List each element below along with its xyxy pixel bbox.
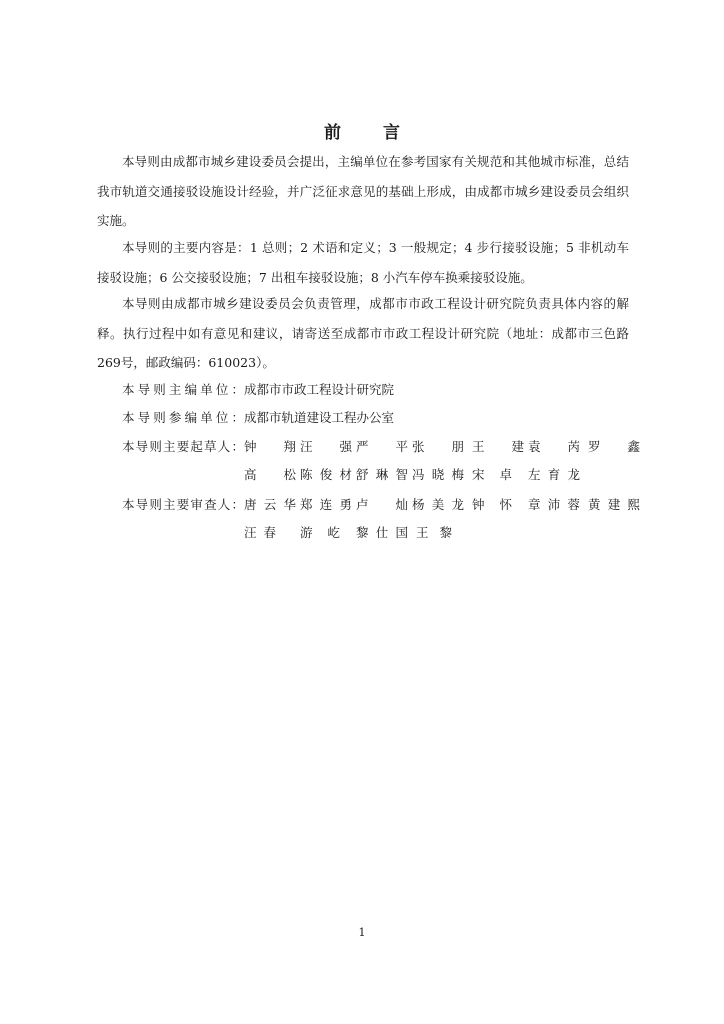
- drafter-name: 罗 鑫: [588, 439, 640, 454]
- drafters-label: 本导则主要起草人：: [122, 439, 244, 454]
- reviewer-name: 汪 春: [244, 525, 276, 540]
- page-number: 1: [358, 926, 366, 939]
- drafter-name: 陈俊材: [300, 467, 352, 482]
- drafter-name: 严 平: [356, 439, 408, 454]
- drafter-name: 张 朋: [412, 439, 464, 454]
- reviewer-name: 唐云华: [244, 497, 296, 512]
- reviewer-name: 章沛蓉: [528, 497, 580, 512]
- management-paragraph: 本导则由成都市城乡建设委员会负责管理，成都市市政工程设计研究院负责具体内容的解释。执行过程中如有意见和建议，请寄送至成都市市政工程设计研究院（地址：成都市三色路269号，邮政编码：610023）。: [97, 296, 629, 370]
- co-editor-label: 本导则参编单位：: [122, 410, 244, 425]
- chief-editor-value: 成都市市政工程设计研究院: [244, 382, 395, 397]
- reviewer-name: 杨美龙: [412, 497, 464, 512]
- chief-editor-row: [122, 379, 394, 401]
- drafter-name: 舒琳智: [356, 467, 408, 482]
- drafter-name: 冯晓梅: [412, 467, 464, 482]
- co-editor-row: [122, 407, 394, 429]
- page-title: [0, 118, 724, 143]
- drafter-name: 高 松: [244, 467, 296, 482]
- reviewer-name: 王 黎: [416, 525, 452, 540]
- reviewers-label: 本导则主要审查人：: [122, 497, 244, 512]
- reviewer-name: 游 屹: [300, 525, 340, 540]
- reviewer-name: 卢 灿: [356, 497, 408, 512]
- co-editor-value: 成都市轨道建设工程办公室: [244, 410, 395, 425]
- reviewer-name: 黎仕国: [356, 525, 408, 540]
- drafter-name: 袁 芮: [528, 439, 580, 454]
- drafter-name: 王 建: [472, 439, 524, 454]
- drafter-name: 宋 卓: [472, 467, 512, 482]
- drafter-name: 钟 翔: [244, 439, 296, 454]
- title-char-1: 前: [324, 123, 341, 143]
- chief-editor-label: 本导则主编单位：: [122, 382, 244, 397]
- intro-paragraph: 本导则由成都市城乡建设委员会提出，主编单位在参考国家有关规范和其他城市标准，总结我市轨道交通接驳设施设计经验，并广泛征求意见的基础上形成，由成都市城乡建设委员会组织实施。: [97, 154, 629, 228]
- contents-paragraph: 本导则的主要内容是：1 总则；2 术语和定义；3 一般规定；4 步行接驳设施；5 非机动车接驳设施；6 公交接驳设施；7 出租车接驳设施；8 小汽车停车换乘接驳设施。: [97, 240, 629, 285]
- drafter-name: 汪 强: [300, 439, 352, 454]
- reviewer-name: 钟 怀: [472, 497, 512, 512]
- reviewer-name: 郑连勇: [300, 497, 352, 512]
- drafter-name: 左育龙: [528, 467, 580, 482]
- title-char-2: 言: [383, 123, 400, 143]
- reviewer-name: 黄建熙: [588, 497, 640, 512]
